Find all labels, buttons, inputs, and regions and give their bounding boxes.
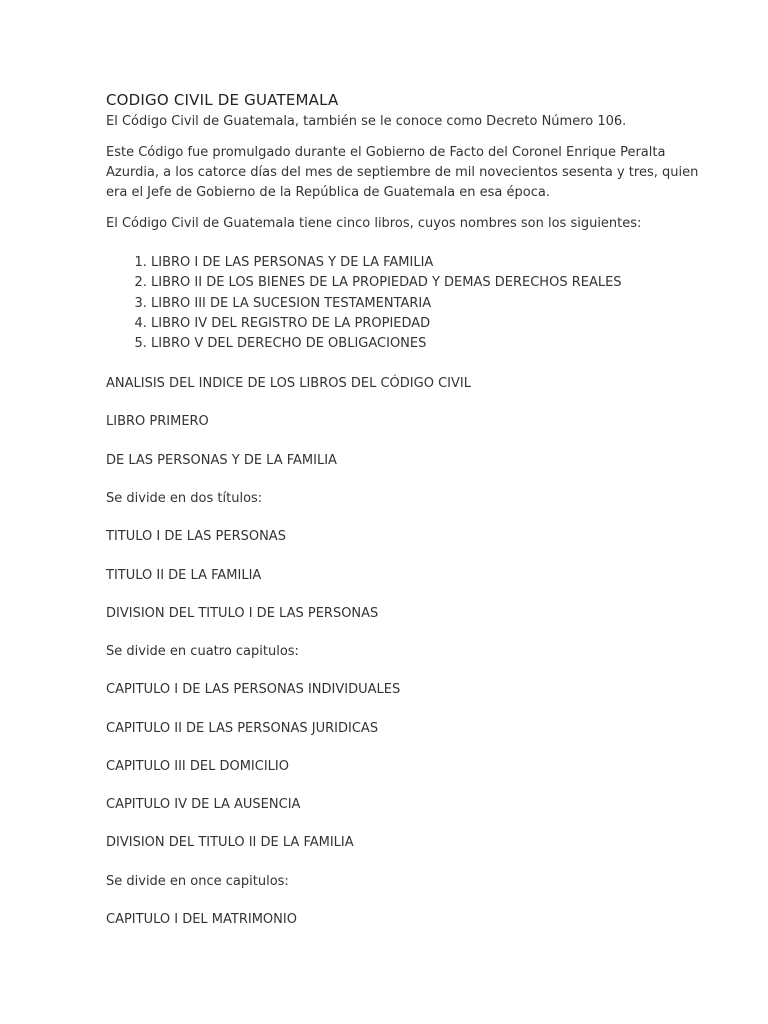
section-text: Se divide en once capitulos:: [106, 874, 289, 889]
division-heading: DIVISION DEL TITULO I DE LAS PERSONAS: [106, 606, 379, 621]
books-list: [106, 253, 706, 354]
section-text: Se divide en cuatro capitulos:: [106, 644, 299, 659]
chapter-item: CAPITULO III DEL DOMICILIO: [106, 759, 289, 774]
document-body: [106, 90, 706, 354]
chapter-item: CAPITULO I DE LAS PERSONAS INDIVIDUALES: [106, 682, 401, 697]
title-item: TITULO I DE LAS PERSONAS: [106, 529, 286, 544]
list-item: 3. LIBRO III DE LA SUCESION TESTAMENTARIA: [151, 294, 706, 314]
book-heading: LIBRO PRIMERO: [106, 414, 209, 429]
intro-paragraph: El Código Civil de Guatemala, también se le conoce como Decreto Número 106.: [106, 114, 627, 129]
list-item: 2. LIBRO II DE LOS BIENES DE LA PROPIEDAD Y DEMAS DERECHOS REALES: [151, 273, 706, 293]
section-text: Se divide en dos títulos:: [106, 491, 263, 506]
division-heading: DIVISION DEL TITULO II DE LA FAMILIA: [106, 835, 354, 850]
history-paragraph: Este Código fue promulgado durante el Gobierno de Facto del Coronel Enrique Peralta Azurdia, a los catorce días del mes de septiembre de mil novecientos sesenta y tres, quien era el Jefe de Gobierno de la República de Guatemala en esa época.: [106, 145, 699, 200]
list-item: 1. LIBRO I DE LAS PERSONAS Y DE LA FAMILIA: [151, 253, 706, 273]
chapter-item: CAPITULO II DE LAS PERSONAS JURIDICAS: [106, 721, 379, 736]
title-item: TITULO II DE LA FAMILIA: [106, 568, 262, 583]
list-item: 5. LIBRO V DEL DERECHO DE OBLIGACIONES: [151, 334, 706, 354]
chapter-item: CAPITULO I DEL MATRIMONIO: [106, 912, 297, 927]
books-intro-paragraph: El Código Civil de Guatemala tiene cinco libros, cuyos nombres son los siguientes:: [106, 216, 642, 231]
list-item: 4. LIBRO IV DEL REGISTRO DE LA PROPIEDAD: [151, 314, 706, 334]
book-subtitle: DE LAS PERSONAS Y DE LA FAMILIA: [106, 453, 337, 468]
chapter-item: CAPITULO IV DE LA AUSENCIA: [106, 797, 301, 812]
analysis-heading: ANALISIS DEL INDICE DE LOS LIBROS DEL CÓDIGO CIVIL: [106, 376, 471, 391]
page-title: CODIGO CIVIL DE GUATEMALA: [106, 91, 339, 109]
